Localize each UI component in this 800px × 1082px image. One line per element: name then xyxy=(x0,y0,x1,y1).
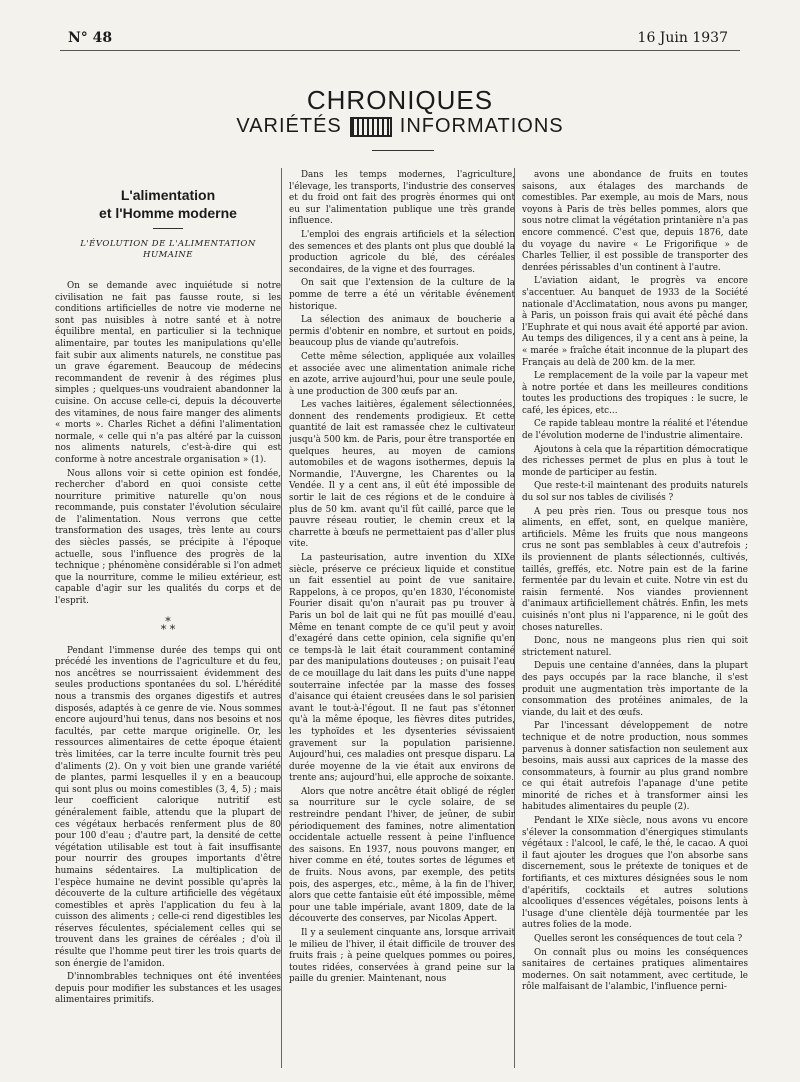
section-subtitle xyxy=(0,115,800,138)
column-3-body xyxy=(522,170,748,994)
paragraph: Quelles seront les conséquences de tout cela ? xyxy=(534,934,743,944)
paragraph: Nous allons voir si cette opinion est fondée, rechercher d'abord en quoi consiste cette nourriture primitive naturelle qu'on nous recommande, puis constater l'évolution séculaire de l'alimentation. Nous verrons que cette transformation des usages, très lente au cours des siècles passés, se précipite à l'époque actuelle, sous l'influence des progrès de la technique ; phénomène considérable si l'on admet que la nourriture, comme le milieu extérieur, est capable d'agir sur les qualités du corps et de l'esprit. xyxy=(55,468,281,607)
article-title-line-2: et l'Homme moderne xyxy=(99,205,237,221)
paragraph: Alors que notre ancêtre était obligé de régler sa nourriture sur le cycle solaire, de se restreindre pendant l'hiver, de jeûner, de subir périodiquement des famines, notre alimentation occidentale actuelle ressent à peine l'influence des saisons. En 1937, nous pouvons manger, en hiver comme en été, toutes sortes de légumes et de fruits. Nous avons, par exemple, des petits pois, des asperges, etc., même, à la fin de l'hiver, alors que cette fantaisie eût été impossible, même pour une table impériale, avant 1809, date de la découverte des conserves, par Nicolas Appert. xyxy=(289,786,515,925)
issue-date: 16 Juin 1937 xyxy=(637,30,728,46)
article-title xyxy=(55,186,281,222)
paragraph: Par l'incessant développement de notre technique et de notre production, nous sommes parvenus à donner satisfaction non seulement aux besoins, mais aussi aux caprices de la masse des consommateurs, à fournir au plus grand nombre ce qui était autrefois l'apanage d'une petite minorité de riches et à transformer ainsi les habitudes alimentaires du peuple (2). xyxy=(522,721,748,813)
paragraph: La sélection des animaux de boucherie a permis d'obtenir en nombre, et surtout en poids, beaucoup plus de viande qu'autrefois. xyxy=(289,315,515,349)
column-1-body-continued xyxy=(55,646,281,1007)
paragraph: A peu près rien. Tous ou presque tous nos aliments, en effet, sont, en quelque manière, artificiels. Même les fruits que nous mangeons crus ne sont pas semblables à ceux d'autrefois ; ils proviennent de plants sélectionnés, cultivés, taillés, greffés, etc. Notre pain est de la farine fermentée par du levain et cuite. Notre vin est du raisin fermenté. Nos viandes proviennent d'animaux artificiellement châtrés. Enfin, les mets cuisinés n'ont plus ni l'apparence, ni le goût des choses naturelles. xyxy=(522,506,748,633)
paragraph: L'emploi des engrais artificiels et la sélection des semences et des plants ont plus que doublé la production agricole du blé, des céréales secondaires, de la vigne et des fourrages. xyxy=(289,229,515,275)
paragraph: Pendant l'immense durée des temps qui ont précédé les inventions de l'agriculture et du feu, nos ancêtres se nourrissaient évidemment des seules productions spontanées du sol. L'hérédité nous a transmis des organes digestifs et autres disposés, adaptés à ce genre de vie. Nous sommes encore aujourd'hui tenus, dans nos besoins et nos facultés, par cette marque originelle. Or, les ressources alimentaires de cette époque étaient très limitées, car la terre inculte fournit très peu d'aliments (2). On y voit bien une grande variété de plantes, parmi lesquelles il y en a beaucoup qui sont plus ou moins comestibles (3, 4, 5) ; mais leur coefficient calorique nutritif est généralement faible, attendu que la plupart de ces végétaux herbacés renferment plus de 80 pour 100 d'eau ; d'autre part, la densité de cette végétation utilisable est tout à fait insuffisante pour nourrir des groupes importants d'être humains sédentaires. La multiplication de l'espèce humaine ne devint possible qu'après la découverte de la culture artificielle des végétaux comestibles et après l'application du feu à la cuisson des aliments ; celle-ci rend digestibles les réserves féculentes, spécialement celles qui se trouvent dans les graines de céréales ; d'où il résulte que l'homme peut tirer les trois quarts de son énergie de l'amidon. xyxy=(55,645,281,969)
title-rule xyxy=(372,150,434,151)
section-break: * * * xyxy=(160,614,176,636)
paragraph: D'innombrables techniques ont été inventées depuis pour modifier les substances et les usages alimentaires primitifs. xyxy=(55,972,281,1006)
issue-number: N° 48 xyxy=(68,30,113,46)
paragraph: L'aviation aidant, le progrès va encore s'accentuer. Au banquet de 1933 de la Société nationale d'Acclimatation, nous avons pu manger, à Paris, un poisson frais qui avait été pêché dans l'Euphrate et qui nous avait été apporté par avion. Au temps des diligences, il y a cent ans à peine, la « marée » fraîche était inconnue de la plupart des Français au delà de 200 km. de la mer. xyxy=(522,276,748,368)
section-title: CHRONIQUES xyxy=(306,85,494,115)
paragraph: On sait que l'extension de la culture de la pomme de terre a été un véritable événement historique. xyxy=(289,278,515,312)
ornament-icon xyxy=(350,117,392,137)
paragraph: Dans les temps modernes, l'agriculture, l'élevage, les transports, l'industrie des conserves et du froid ont fait des progrès énormes qui ont eu sur l'alimentation publique une très grande influence. xyxy=(289,170,515,227)
column-divider xyxy=(281,168,282,1068)
paragraph: Donc, nous ne mangeons plus rien qui soit strictement naturel. xyxy=(522,636,748,658)
column-1 xyxy=(55,170,281,1070)
paragraph: Pendant le XIXe siècle, nous avons vu encore s'élever la consommation d'énergiques stimulants végétaux : l'alcool, le café, le thé, le cacao. A quoi il faut ajouter les drogues que l'on absorbe sans discernement, sous le prétexte de toniques et de fortifiants, et ces mixtures désignées sous le nom d'apéritifs, cocktails et autres solutions alcooliques d'essences végétales, poisons lents à l'usage d'une clientèle déjà tourmentée par les autres folies de la mode. xyxy=(522,816,748,931)
column-2-body xyxy=(289,170,515,986)
column-2 xyxy=(289,170,515,1070)
paragraph: On se demande avec inquiétude si notre civilisation ne fait pas fausse route, si les conditions artificielles de notre vie moderne ne sont pas nuisibles à notre santé et à notre équilibre mental, en particulier si la technique alimentaire, par toutes les manipulations qu'elle fait subir aux aliments naturels, ne constitue pas un grave égarement. Beaucoup de médecins recommandent de revenir à des régimes plus simples ; quelques-uns voudraient abandonner la cuisine. On accuse celle-ci, depuis la découverte des vitamines, de nous faire manger des aliments « morts ». Charles Richet a défini l'alimentation normale, « celle qui n'a pas altéré par la cuisson nos aliments naturels, c'est-à-dire qui est conforme à notre ancestrale organisation » (1). xyxy=(55,281,281,465)
paragraph: Le remplacement de la voile par la vapeur met à notre portée et dans les meilleures conditions toutes les productions des tropiques : le sucre, le café, les épices, etc... xyxy=(522,371,748,416)
paragraph: Les vaches laitières, également sélectionnées, donnent des rendements prodigieux. Et cette quantité de lait est ramassée chez le cultivateur jusqu'à 500 km. de Paris, pour être transportée en quelques heures, au moyen de camions automobiles et de wagons isothermes, depuis la Normandie, l'Auvergne, les Charentes ou la Vendée. Il y a cent ans, il eût été impossible de sortir le lait de ces régions et de le conduire à plus de 50 km. avant qu'il fût caillé, parce que le pauvre réseau routier, le chemin creux et la charrette à bœufs ne permettaient pas d'aller plus vite. xyxy=(289,400,515,550)
paragraph: avons une abondance de fruits en toutes saisons, aux étalages des marchands de comestibles. Par exemple, au mois de Mars, nous voyons à Paris de très belles pommes, alors que sous notre climat la végétation printanière n'a pas encore commencé. C'est que, depuis 1876, date du voyage du navire « Le Frigorifique » de Charles Tellier, il est possible de transporter des denrées périssables d'un continent à l'autre. xyxy=(522,170,748,273)
column-3 xyxy=(522,170,748,1070)
column-1-body xyxy=(55,281,281,608)
article-subtitle: L'ÉVOLUTION DE L'ALIMENTATION HUMAINE xyxy=(80,239,256,260)
article-title-line-1: L'alimentation xyxy=(120,187,216,203)
paragraph: On connaît plus ou moins les conséquences sanitaires de certaines pratiques alimentaires modernes. On sait notamment, avec certitude, le rôle malfaisant de l'alambic, l'influence perni- xyxy=(522,947,748,993)
article-rule xyxy=(153,228,183,229)
paragraph: Que reste-t-il maintenant des produits naturels du sol sur nos tables de civilisés ? xyxy=(522,481,748,504)
paragraph: Ajoutons à cela que la répartition démocratique des richesses permet de plus en plus à tout le monde de participer au festin. xyxy=(522,444,748,478)
section-subtitle-left: VARIÉTÉS xyxy=(236,115,342,137)
paragraph: Cette même sélection, appliquée aux volailles et associée avec une alimentation animale riche en azote, arrive aujourd'hui, pour une seule poule, à une production de 300 œufs par an. xyxy=(289,351,515,397)
paragraph: Depuis une centaine d'années, dans la plupart des pays occupés par la race blanche, il s'est produit une augmentation très importante de la consommation des protéines animales, de la viande, du lait et des œufs. xyxy=(522,661,748,718)
paragraph: Il y a seulement cinquante ans, lorsque arrivait le milieu de l'hiver, il était difficile de trouver des fruits frais ; à peine quelques pommes ou poires, toutes ridées, conservées à grand peine sur la paille du grenier. Maintenant, nous xyxy=(289,928,515,985)
header-rule xyxy=(60,50,740,51)
paragraph: La pasteurisation, autre invention du XIXe siècle, préserve ce précieux liquide et constitue un fait essentiel au point de vue sanitaire. Rappelons, à ce propos, qu'en 1830, l'économiste Fourier disait qu'on n'aurait pas pu trouver à Paris un bol de lait qui ne fût pas mouillé d'eau. Même en tenant compte de ce qu'il peut y avoir d'exagéré dans cette opinion, cela signifie qu'en ce temps-là le lait était couramment contaminé par des manipulations douteuses ; on puisait l'eau de ce mouillage du lait dans les puits d'une nappe souterraine infectée par la masse des fosses d'aisance qui étaient creusées dans le sol parisien avant le tout-à-l'égout. Il ne faut pas s'étonner qu'à la même époque, les fièvres dites putrides, les typhoïdes et les dysenteries sévissaient gravement sur la population parisienne. Aujourd'hui, ces maladies ont presque disparu. La durée moyenne de la vie était aux environs de trente ans; aujourd'hui, elle approche de soixante. xyxy=(289,553,515,784)
section-subtitle-right: INFORMATIONS xyxy=(399,115,564,137)
paragraph: Ce rapide tableau montre la réalité et l'étendue de l'évolution moderne de l'industrie alimentaire. xyxy=(522,419,748,442)
